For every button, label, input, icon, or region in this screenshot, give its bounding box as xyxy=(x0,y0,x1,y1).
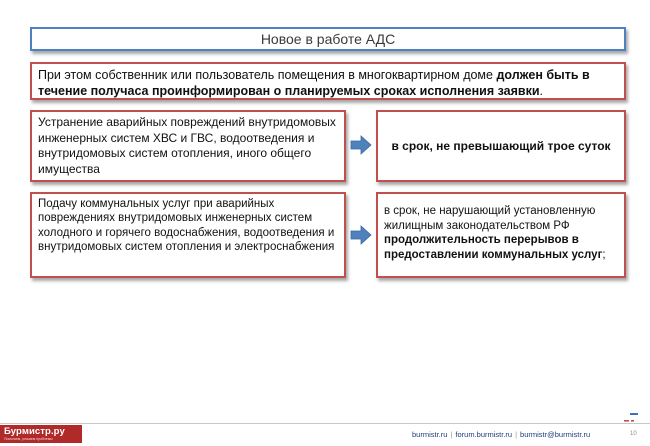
logo[interactable] xyxy=(0,425,82,443)
corner-decoration-icon xyxy=(622,411,644,429)
intro-text: При этом собственник или пользователь помещения в многоквартирном доме xyxy=(38,68,497,82)
slide-title: Новое в работе АДС xyxy=(30,27,626,51)
supply-deadline-text: в срок, не нарушающий установленную жилищным законодательством РФ xyxy=(384,205,596,232)
intro-box xyxy=(30,62,626,100)
supply-deadline-box xyxy=(376,192,626,278)
logo-title: Бурмистр.ру xyxy=(4,426,65,437)
right-arrow-icon xyxy=(350,134,372,156)
footer-link-forum[interactable]: forum.burmistr.ru xyxy=(455,430,513,439)
footer-divider xyxy=(0,423,650,424)
right-arrow-icon xyxy=(350,224,372,246)
logo-subtitle: Помогаем, решаем проблемы xyxy=(4,437,53,441)
supply-deadline-bold: продолжительность перерывов в предоставлении коммунальных услуг xyxy=(384,234,603,261)
supply-box: Подачу коммунальных услуг при аварийных повреждениях внутридомовых инженерных систем холодного и горячего водоснабжения, водоотведения и внутридомовых систем отопления и электроснабжения xyxy=(30,192,346,278)
footer-separator: | xyxy=(450,430,453,439)
footer-link-email[interactable]: burmistr@burmistr.ru xyxy=(520,430,591,439)
intro-text-bold: должен быть в течение получаса проинформирован о планируемых сроках исполнения заявки xyxy=(38,68,590,98)
footer-link-site[interactable]: burmistr.ru xyxy=(412,430,448,439)
repair-box: Устранение аварийных повреждений внутридомовых инженерных систем ХВС и ГВС, водоотведения и внутридомовых систем отопления, иного общего имущества xyxy=(30,110,346,182)
footer-links xyxy=(412,430,590,439)
supply-deadline-end: ; xyxy=(602,248,606,261)
intro-text-end: . xyxy=(539,84,543,98)
repair-deadline-box: в срок, не превышающий трое суток xyxy=(376,110,626,182)
page-number: 10 xyxy=(630,431,637,437)
footer-separator: | xyxy=(515,430,518,439)
